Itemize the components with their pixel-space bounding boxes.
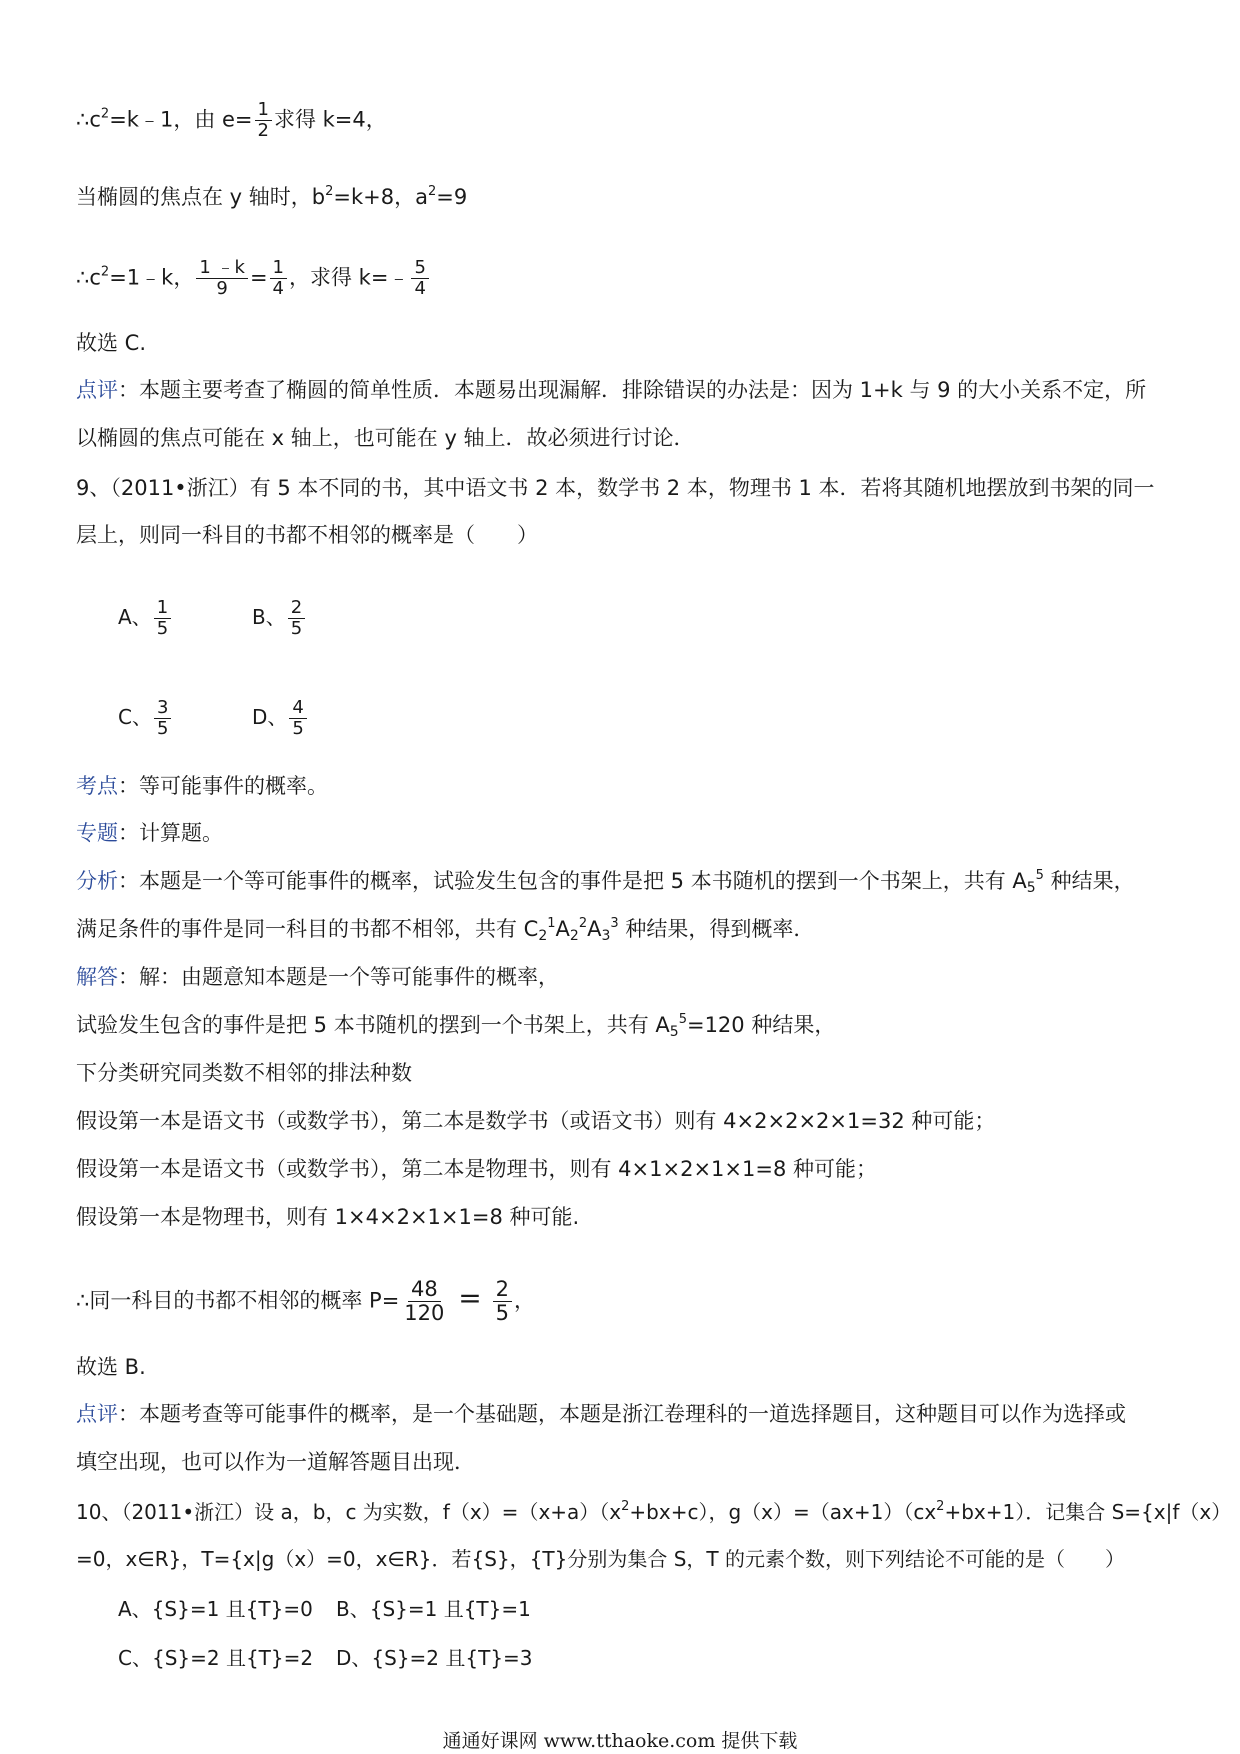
text: 以椭圆的焦点可能在 x 轴上，也可能在 y 轴上．故必须进行讨论． bbox=[76, 426, 695, 450]
text: ：本题考查等可能事件的概率，是一个基础题，本题是浙江卷理科的一道选择题目，这种题目可以作为选择或 bbox=[118, 1402, 1126, 1426]
equals-sign: = bbox=[449, 1281, 491, 1315]
label-answer: 解答 bbox=[76, 965, 118, 989]
superscript: 2 bbox=[325, 184, 334, 199]
text: ：本题主要考查了椭圆的简单性质．本题易出现漏解．排除错误的办法是：因为 1+k 与 9 的大小关系不定，所 bbox=[118, 378, 1147, 402]
label-category: 专题 bbox=[76, 821, 118, 845]
fraction bbox=[289, 698, 306, 739]
option-label: B、 bbox=[252, 605, 286, 629]
text: =k+8，a bbox=[333, 185, 428, 209]
numerator: 5 bbox=[411, 258, 428, 279]
subscript: 5 bbox=[669, 1024, 679, 1040]
numerator: 2 bbox=[493, 1278, 512, 1302]
option-label: C、 bbox=[118, 705, 152, 729]
denominator: 9 bbox=[216, 278, 228, 299]
denominator: 120 bbox=[404, 1301, 445, 1325]
superscript: 2 bbox=[578, 916, 588, 931]
text: 故选 B. bbox=[76, 1355, 146, 1379]
option-label: A、 bbox=[118, 605, 152, 629]
text: 假设第一本是语文书（或数学书），第二本是物理书，则有 4×1×2×1×1=8 种可能； bbox=[76, 1157, 877, 1181]
text: 填空出现，也可以作为一道解答题目出现． bbox=[76, 1450, 475, 1474]
superscript: 2 bbox=[100, 106, 110, 122]
subscript: 2 bbox=[569, 928, 579, 944]
text: =120 种结果， bbox=[686, 1013, 836, 1037]
text: ：计算题。 bbox=[118, 821, 223, 845]
text: ：等可能事件的概率。 bbox=[118, 774, 328, 798]
q10-option-d bbox=[336, 1643, 533, 1673]
text: 满足条件的事件是同一科目的书都不相邻，共有 C bbox=[76, 917, 539, 941]
text: =1﹣k， bbox=[109, 265, 195, 290]
text: 9、（2011•浙江）有 5 本不同的书，其中语文书 2 本，数学书 2 本，物理书 1 本．若将其随机地摆放到书架的同一 bbox=[76, 476, 1155, 500]
label-analysis: 分析 bbox=[76, 869, 118, 893]
q10-option-c bbox=[118, 1643, 313, 1673]
q10-option-b bbox=[336, 1594, 531, 1624]
text: 种结果，得到概率． bbox=[618, 917, 815, 941]
text: = bbox=[249, 265, 268, 290]
fraction bbox=[411, 258, 428, 299]
denominator: 4 bbox=[414, 278, 426, 299]
choose-c bbox=[76, 328, 146, 358]
denominator: 5 bbox=[156, 618, 169, 639]
fraction bbox=[255, 100, 272, 141]
q10-option-a bbox=[118, 1594, 313, 1624]
subscript: 2 bbox=[538, 928, 548, 944]
solution-line-1 bbox=[76, 100, 387, 141]
numerator: 1 bbox=[154, 598, 171, 619]
label-comment: 点评 bbox=[76, 378, 118, 402]
denominator: 4 bbox=[272, 278, 284, 299]
answer-line-7 bbox=[76, 1278, 535, 1325]
text: ∴同一科目的书都不相邻的概率 P= bbox=[76, 1288, 400, 1313]
analysis-line-1 bbox=[76, 866, 1135, 896]
text: +bx+1）．记集合 S={x|f（x） bbox=[944, 1500, 1232, 1524]
answer-line-2 bbox=[76, 1010, 835, 1040]
category-line bbox=[76, 818, 223, 848]
text: 假设第一本是物理书，则有 1×4×2×1×1=8 种可能. bbox=[76, 1205, 580, 1229]
denominator: 5 bbox=[495, 1301, 510, 1325]
text: 10、（2011•浙江）设 a，b，c 为实数，f（x）=（x+a）（x bbox=[76, 1500, 622, 1524]
answer-line-5 bbox=[76, 1154, 877, 1184]
answer-line-1 bbox=[76, 962, 559, 992]
text: B、{S}=1 且{T}=1 bbox=[336, 1597, 531, 1621]
comment2-line-2 bbox=[76, 1447, 475, 1477]
choose-b bbox=[76, 1352, 146, 1382]
subscript: 5 bbox=[1026, 880, 1036, 896]
label-topic: 考点 bbox=[76, 774, 118, 798]
fraction bbox=[270, 258, 287, 299]
text: 试验发生包含的事件是把 5 本书随机的摆到一个书架上，共有 A bbox=[76, 1013, 670, 1037]
answer-line-3 bbox=[76, 1058, 412, 1088]
numerator: 1 bbox=[255, 100, 272, 121]
superscript: 3 bbox=[610, 916, 619, 931]
answer-line-4 bbox=[76, 1106, 995, 1136]
text: C、{S}=2 且{T}=2 bbox=[118, 1646, 314, 1670]
comment-line-1 bbox=[76, 375, 1146, 405]
label-comment: 点评 bbox=[76, 1402, 118, 1426]
fraction bbox=[401, 1278, 447, 1325]
denominator: 2 bbox=[257, 120, 269, 141]
fraction bbox=[154, 598, 171, 639]
text: A bbox=[587, 917, 602, 941]
fraction bbox=[493, 1278, 512, 1325]
superscript: 5 bbox=[678, 1012, 687, 1027]
solution-line-2 bbox=[76, 182, 467, 212]
text: 求得 k=4， bbox=[273, 107, 387, 132]
solution-line-3 bbox=[76, 258, 431, 299]
text: =9 bbox=[436, 185, 468, 209]
text: =0，x∈R}，T={x|g（x）=0，x∈R}．若{S}，{T}分别为集合 S，T 的元素个数，则下列结论不可能的是（ ） bbox=[76, 1547, 1125, 1571]
option-label: D、 bbox=[252, 705, 288, 729]
comment2-line-1 bbox=[76, 1399, 1126, 1429]
option-b bbox=[252, 598, 307, 639]
option-d bbox=[252, 698, 309, 739]
superscript: 2 bbox=[427, 184, 437, 199]
text: +bx+c），g（x）=（ax+1）（cx bbox=[629, 1500, 937, 1524]
comment-line-2 bbox=[76, 423, 695, 453]
answer-line-6 bbox=[76, 1202, 579, 1232]
numerator: 48 bbox=[408, 1278, 441, 1302]
text: A bbox=[555, 917, 570, 941]
text: 层上，则同一科目的书都不相邻的概率是（ ） bbox=[76, 523, 538, 547]
numerator: 3 bbox=[154, 698, 171, 719]
text: ∴c bbox=[76, 265, 101, 290]
text: ：解：由题意知本题是一个等可能事件的概率， bbox=[118, 965, 559, 989]
numerator: 4 bbox=[289, 698, 306, 719]
text: =k﹣1，由 e= bbox=[109, 107, 253, 132]
superscript: 2 bbox=[936, 1499, 945, 1514]
text: 种结果， bbox=[1043, 869, 1135, 893]
text: 假设第一本是语文书（或数学书），第二本是数学书（或语文书）则有 4×2×2×2×1=32 种可能； bbox=[76, 1109, 996, 1133]
text: 故选 C. bbox=[76, 331, 147, 355]
text: D、{S}=2 且{T}=3 bbox=[336, 1646, 533, 1670]
fraction bbox=[288, 598, 305, 639]
text: ，求得 k=﹣ bbox=[289, 265, 410, 290]
denominator: 5 bbox=[156, 718, 169, 739]
superscript: 5 bbox=[1035, 868, 1044, 883]
superscript: 2 bbox=[100, 264, 110, 280]
text: ：本题是一个等可能事件的概率，试验发生包含的事件是把 5 本书随机的摆到一个书架上，共有 A bbox=[118, 869, 1027, 893]
question-9-line-2 bbox=[76, 520, 538, 550]
numerator: 1 bbox=[270, 258, 287, 279]
text: 下分类研究同类数不相邻的排法种数 bbox=[76, 1061, 412, 1085]
numerator: 1 ﹣k bbox=[196, 258, 248, 279]
question-9-line-1 bbox=[76, 473, 1155, 503]
text: 当椭圆的焦点在 y 轴时，b bbox=[76, 185, 326, 209]
question-10-line-1 bbox=[76, 1497, 1231, 1527]
fraction bbox=[154, 698, 171, 739]
superscript: 2 bbox=[621, 1499, 630, 1514]
superscript: 1 bbox=[547, 916, 556, 931]
option-c bbox=[118, 698, 173, 739]
option-a bbox=[118, 598, 173, 639]
denominator: 5 bbox=[292, 718, 304, 739]
topic-line bbox=[76, 771, 328, 801]
subscript: 3 bbox=[601, 928, 611, 944]
fraction bbox=[196, 258, 248, 299]
text: ， bbox=[514, 1288, 536, 1313]
denominator: 5 bbox=[290, 618, 303, 639]
page-footer: 通通好课网 www.tthaoke.com 提供下载 bbox=[442, 1730, 798, 1752]
text: ∴c bbox=[76, 107, 101, 132]
numerator: 2 bbox=[288, 598, 305, 619]
text: A、{S}=1 且{T}=0 bbox=[118, 1597, 313, 1621]
analysis-line-2 bbox=[76, 914, 814, 944]
question-10-line-2 bbox=[76, 1544, 1125, 1574]
